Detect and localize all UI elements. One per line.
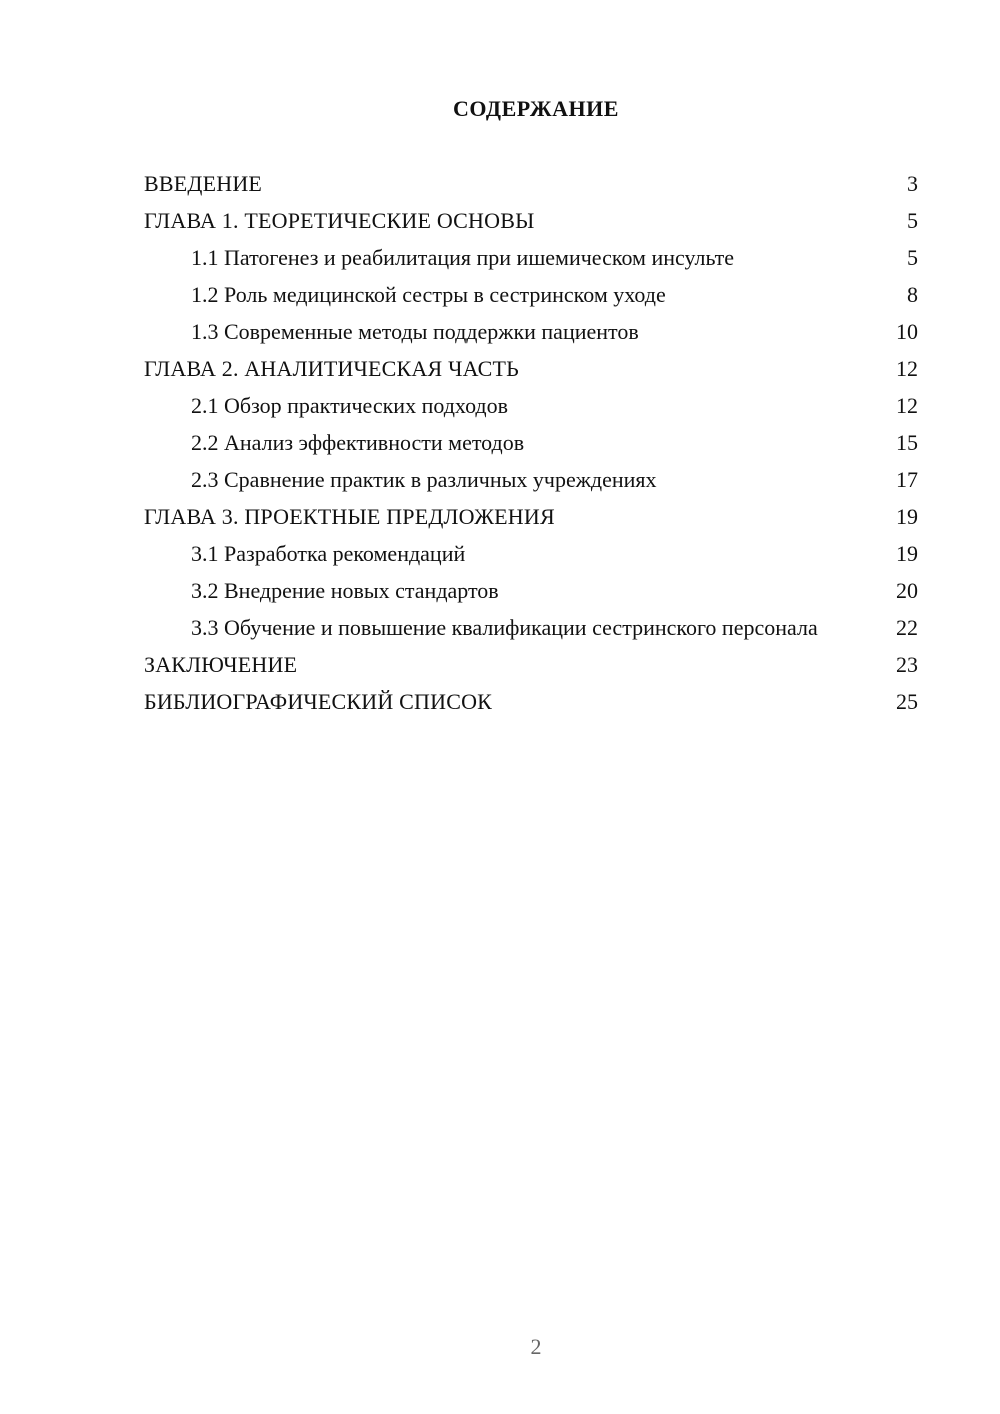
- toc-entry-label: 3.2 Внедрение новых стандартов: [191, 578, 499, 603]
- toc-entry[interactable]: [144, 281, 918, 308]
- toc-entry-label: 2.2 Анализ эффективности методов: [191, 430, 525, 455]
- toc-entry-label: 1.3 Современные методы поддержки пациентов: [191, 319, 639, 344]
- toc-entry-label: 3.3 Обучение и повышение квалификации сестринского персонала: [191, 615, 818, 640]
- toc-entry[interactable]: [144, 318, 918, 345]
- toc-entry[interactable]: [144, 170, 918, 197]
- toc-entry-label: 2.1 Обзор практических подходов: [191, 393, 509, 418]
- toc-entry-page-number: 5: [907, 208, 918, 233]
- toc-entry-label: ГЛАВА 2. АНАЛИТИЧЕСКАЯ ЧАСТЬ: [144, 356, 519, 381]
- toc-entry-label: ВВЕДЕНИЕ: [144, 171, 263, 196]
- toc-entry-label: ГЛАВА 1. ТЕОРЕТИЧЕСКИЕ ОСНОВЫ: [144, 208, 535, 233]
- toc-entry[interactable]: [144, 614, 918, 641]
- toc-entry[interactable]: [144, 540, 918, 567]
- toc-entry[interactable]: [144, 207, 918, 234]
- toc-entry-page-number: 10: [896, 319, 918, 344]
- toc-entry-label: БИБЛИОГРАФИЧЕСКИЙ СПИСОК: [144, 689, 493, 714]
- page-number: 2: [530, 1334, 542, 1359]
- toc-title: СОДЕРЖАНИЕ: [453, 96, 619, 121]
- toc-entry-page-number: 12: [896, 356, 918, 381]
- toc-entry-page-number: 25: [896, 689, 918, 714]
- toc-entry-page-number: 15: [896, 430, 918, 455]
- toc-entry-page-number: 20: [896, 578, 918, 603]
- toc-entry-label: 1.1 Патогенез и реабилитация при ишемическом инсульте: [191, 245, 735, 270]
- toc-entry-label: 1.2 Роль медицинской сестры в сестринском уходе: [191, 282, 666, 307]
- toc-entry[interactable]: [144, 355, 918, 382]
- toc-entry[interactable]: [144, 429, 918, 456]
- toc-entry[interactable]: [144, 688, 918, 715]
- toc-entry[interactable]: [144, 577, 918, 604]
- toc-entry-page-number: 5: [907, 245, 918, 270]
- toc-entry-label: ЗАКЛЮЧЕНИЕ: [144, 652, 298, 677]
- toc-entry[interactable]: [144, 466, 918, 493]
- toc-entry-page-number: 3: [907, 171, 918, 196]
- toc-entry[interactable]: [144, 244, 918, 271]
- toc-entry[interactable]: [144, 392, 918, 419]
- toc-entry-page-number: 22: [896, 615, 918, 640]
- toc-entry[interactable]: [144, 503, 918, 530]
- toc-entry-label: ГЛАВА 3. ПРОЕКТНЫЕ ПРЕДЛОЖЕНИЯ: [144, 504, 555, 529]
- toc-entry-label: 2.3 Сравнение практик в различных учреждениях: [191, 467, 657, 492]
- toc-entry-page-number: 19: [896, 541, 918, 566]
- toc-entry-page-number: 17: [896, 467, 918, 492]
- toc-entry-page-number: 8: [907, 282, 918, 307]
- toc-entry-page-number: 19: [896, 504, 918, 529]
- toc-entry-page-number: 12: [896, 393, 918, 418]
- toc-entry-label: 3.1 Разработка рекомендаций: [191, 541, 466, 566]
- toc-entry-page-number: 23: [896, 652, 918, 677]
- toc-entry[interactable]: [144, 651, 918, 678]
- table-of-contents: [144, 170, 918, 725]
